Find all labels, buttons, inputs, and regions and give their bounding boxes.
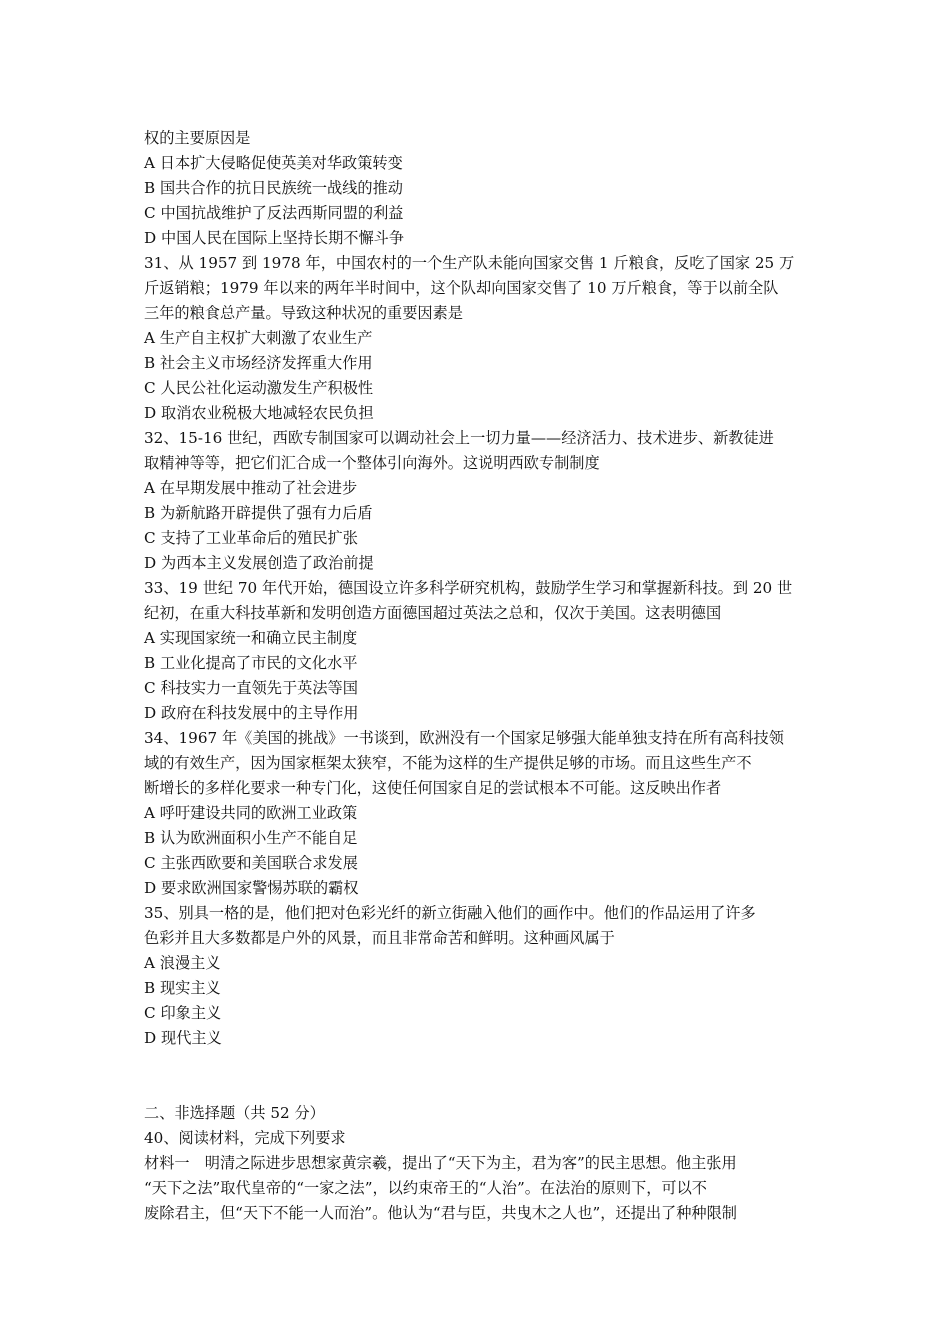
option-line: D 中国人民在国际上坚持长期不懈斗争 [144, 229, 405, 247]
option-line: B 为新航路开辟提供了强有力后盾 [144, 504, 373, 522]
text-line: 权的主要原因是 [144, 129, 251, 147]
option-line: A 实现国家统一和确立民主制度 [144, 629, 358, 647]
question-32-line: 取精神等等，把它们汇合成一个整体引向海外。这说明西欧专制制度 [144, 454, 600, 472]
question-34-line: 域的有效生产，因为国家框架太狭窄，不能为这样的生产提供足够的市场。而且这些生产不 [144, 754, 752, 772]
question-35-line: 色彩并且大多数都是户外的风景，而且非常命苦和鲜明。这种画风属于 [144, 929, 615, 947]
question-32-line: 32、15-16 世纪，西欧专制国家可以调动社会上一切力量——经济活力、技术进步、新教徒进 [144, 429, 774, 447]
option-line: A 浪漫主义 [144, 954, 221, 972]
section-heading: 二、非选择题（共 52 分） [144, 1104, 325, 1122]
option-line: C 科技实力一直领先于英法等国 [144, 679, 358, 697]
option-line: A 日本扩大侵略促使英美对华政策转变 [144, 154, 403, 172]
material-line: 废除君主，但“天下不能一人而治”。他认为“君与臣，共曳木之人也”，还提出了种种限制 [144, 1204, 737, 1222]
option-line: C 中国抗战维护了反法西斯同盟的利益 [144, 204, 404, 222]
question-40-title: 40、阅读材料，完成下列要求 [144, 1129, 346, 1147]
option-line: B 社会主义市场经济发挥重大作用 [144, 354, 373, 372]
option-line: D 现代主义 [144, 1029, 222, 1047]
option-line: D 取消农业税极大地减轻农民负担 [144, 404, 374, 422]
question-31-line: 斤返销粮；1979 年以来的两年半时间中，这个队却向国家交售了 10 万斤粮食，等于以前全队 [144, 279, 779, 297]
question-34-line: 断增长的多样化要求一种专门化，这使任何国家自足的尝试根本不可能。这反映出作者 [144, 779, 722, 797]
option-line: B 现实主义 [144, 979, 221, 997]
option-line: B 国共合作的抗日民族统一战线的推动 [144, 179, 403, 197]
option-line: D 政府在科技发展中的主导作用 [144, 704, 359, 722]
material-line: “天下之法”取代皇帝的“一家之法”，以约束帝王的“人治”。在法治的原则下，可以不 [144, 1179, 707, 1197]
option-line: B 工业化提高了市民的文化水平 [144, 654, 358, 672]
option-line: B 认为欧洲面积小生产不能自足 [144, 829, 358, 847]
question-34-line: 34、1967 年《美国的挑战》一书谈到，欧洲没有一个国家足够强大能单独支持在所有高科技领 [144, 729, 784, 747]
option-line: A 呼吁建设共同的欧洲工业政策 [144, 804, 358, 822]
material-line: 材料一 明清之际进步思想家黄宗羲，提出了“天下为主，君为客”的民主思想。他主张用 [144, 1154, 737, 1172]
option-line: A 生产自主权扩大刺激了农业生产 [144, 329, 373, 347]
option-line: C 印象主义 [144, 1004, 222, 1022]
option-line: C 人民公社化运动激发生产积极性 [144, 379, 374, 397]
question-33-line: 33、19 世纪 70 年代开始，德国设立许多科学研究机构，鼓励学生学习和掌握新科技。到 20 世 [144, 579, 793, 597]
section-gap [144, 1051, 808, 1101]
option-line: C 主张西欧要和美国联合求发展 [144, 854, 358, 872]
document-page [144, 126, 808, 1226]
question-31-line: 31、从 1957 到 1978 年，中国农村的一个生产队未能向国家交售 1 斤粮食，反吃了国家 25 万 [144, 254, 795, 272]
option-line: D 要求欧洲国家警惕苏联的霸权 [144, 879, 359, 897]
option-line: A 在早期发展中推动了社会进步 [144, 479, 358, 497]
question-35-line: 35、别具一格的是，他们把对色彩光纤的新立街融入他们的画作中。他们的作品运用了许多 [144, 904, 756, 922]
option-line: D 为西本主义发展创造了政治前提 [144, 554, 374, 572]
question-31-line: 三年的粮食总产量。导致这种状况的重要因素是 [144, 304, 463, 322]
question-33-line: 纪初，在重大科技革新和发明创造方面德国超过英法之总和，仅次于美国。这表明德国 [144, 604, 722, 622]
option-line: C 支持了工业革命后的殖民扩张 [144, 529, 358, 547]
